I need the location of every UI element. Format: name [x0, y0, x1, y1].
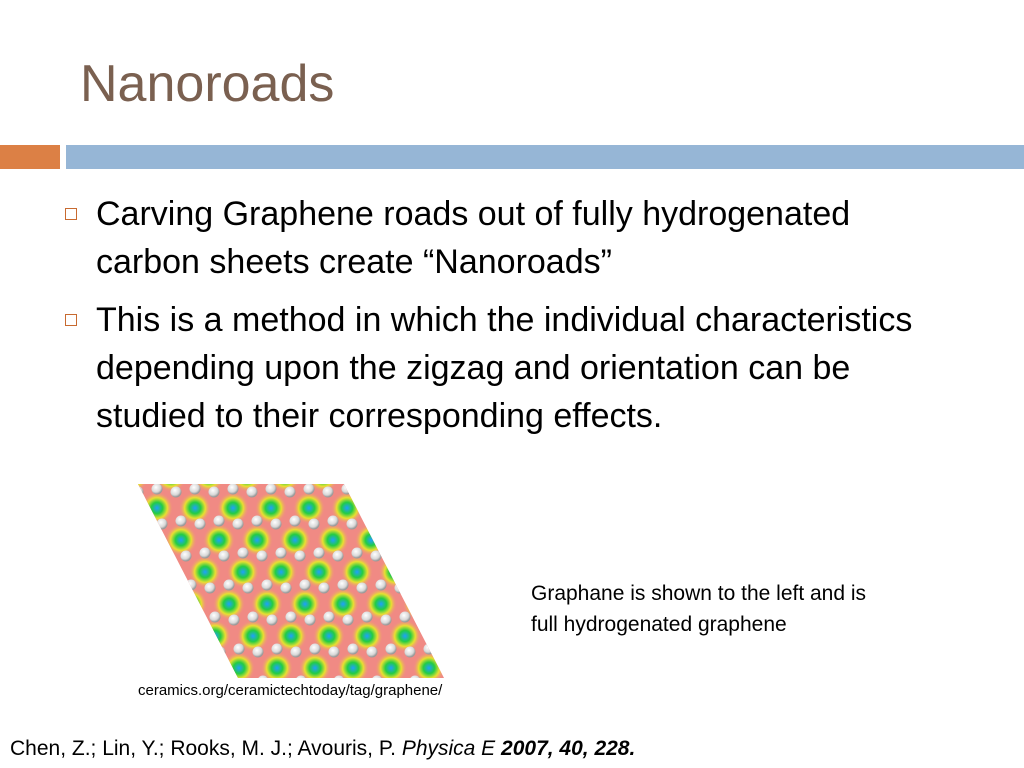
lattice-glow	[417, 556, 444, 588]
square-bullet-icon	[65, 208, 77, 220]
accent-bar-orange	[0, 145, 60, 169]
lattice-atom	[286, 612, 297, 623]
lattice-atom	[385, 519, 396, 530]
lattice-atom	[414, 580, 425, 591]
lattice-atom	[257, 551, 268, 562]
lattice-atom	[405, 647, 416, 658]
lattice-atom	[247, 487, 258, 498]
lattice-atom	[253, 647, 264, 658]
lattice-atom	[266, 484, 277, 495]
accent-bar-blue	[66, 145, 1024, 169]
lattice-atom	[342, 484, 353, 495]
lattice-atom	[238, 548, 249, 559]
lattice-glow	[345, 484, 377, 492]
citation-journal: Physica E	[401, 737, 496, 760]
lattice-atom	[367, 647, 378, 658]
lattice-atom	[310, 644, 321, 655]
lattice-atom	[371, 551, 382, 562]
lattice-atom	[309, 519, 320, 530]
lattice-atom	[138, 612, 145, 623]
lattice-atom	[352, 548, 363, 559]
lattice-atom	[333, 551, 344, 562]
lattice-atom	[243, 583, 254, 594]
lattice-glow	[393, 524, 425, 556]
lattice-atom	[338, 580, 349, 591]
lattice-atom	[290, 516, 301, 527]
citation-authors: Chen, Z.; Lin, Y.; Rooks, M. J.; Avouris, P.	[10, 737, 396, 760]
lattice-atom	[143, 551, 154, 562]
lattice-atom	[262, 580, 273, 591]
lattice-atom	[323, 487, 334, 498]
slide-title: Nanoroads	[80, 55, 335, 113]
lattice-atom	[205, 583, 216, 594]
lattice-atom	[437, 487, 445, 498]
lattice-atom	[400, 612, 411, 623]
lattice-atom	[139, 647, 150, 658]
lattice-atom	[291, 647, 302, 658]
lattice-glow	[421, 484, 444, 492]
lattice-atom	[285, 487, 296, 498]
lattice-atom	[200, 548, 211, 559]
lattice-atom	[380, 484, 391, 495]
lattice-glow	[427, 620, 444, 652]
lattice-glow	[383, 484, 415, 492]
lattice-glow	[431, 524, 444, 556]
lattice-atom	[442, 516, 445, 527]
lattice-glow	[369, 492, 401, 524]
lattice-atom	[220, 676, 231, 679]
lattice-atom	[171, 487, 182, 498]
lattice-atom	[162, 548, 173, 559]
lattice-atom	[210, 612, 221, 623]
lattice-atom	[357, 583, 368, 594]
lattice-atom	[300, 580, 311, 591]
lattice-atom	[276, 548, 287, 559]
lattice-atom	[443, 647, 445, 658]
lattice-glow	[138, 524, 159, 556]
lattice-atom	[214, 516, 225, 527]
lattice-glow	[138, 556, 145, 588]
lattice-glow	[175, 588, 207, 620]
lattice-atom	[419, 615, 430, 626]
citation	[10, 735, 635, 763]
bullet-list	[62, 190, 962, 450]
lattice-atom	[190, 484, 201, 495]
lattice-atom	[181, 551, 192, 562]
lattice-atom	[182, 676, 193, 679]
lattice-atom	[176, 516, 187, 527]
lattice-glow	[185, 652, 217, 678]
lattice-atom	[304, 484, 315, 495]
lattice-glow	[147, 652, 179, 678]
lattice-atom	[233, 519, 244, 530]
lattice-atom	[433, 583, 444, 594]
lattice-atom	[305, 615, 316, 626]
lattice-atom	[404, 516, 415, 527]
lattice-atom	[229, 615, 240, 626]
lattice-atom	[138, 516, 149, 527]
lattice-atom	[158, 644, 169, 655]
lattice-atom	[314, 548, 325, 559]
lattice-glow	[138, 652, 141, 678]
lattice-glow	[141, 492, 173, 524]
lattice-atom	[138, 583, 140, 594]
lattice-atom	[271, 519, 282, 530]
lattice-atom	[329, 647, 340, 658]
lattice-atom	[328, 516, 339, 527]
lattice-atom	[362, 612, 373, 623]
lattice-atom	[177, 647, 188, 658]
bullet-item	[62, 296, 962, 440]
lattice-glow	[407, 492, 439, 524]
lattice-atom	[386, 644, 397, 655]
lattice-atom	[381, 615, 392, 626]
lattice-atom	[428, 548, 439, 559]
lattice-atom	[324, 612, 335, 623]
lattice-atom	[228, 484, 239, 495]
lattice-atom	[409, 551, 420, 562]
lattice-atom	[395, 583, 406, 594]
lattice-atom	[172, 612, 183, 623]
lattice-atom	[215, 647, 226, 658]
lattice-glow	[138, 588, 169, 620]
lattice-atom	[424, 644, 435, 655]
lattice-glow	[165, 524, 197, 556]
lattice-atom	[252, 516, 263, 527]
bullet-text: Carving Graphene roads out of fully hydrogenated carbon sheets create “Nanoroads”	[96, 195, 851, 281]
lattice-atom	[186, 580, 197, 591]
image-credit: ceramics.org/ceramictechtoday/tag/graphene/	[138, 682, 443, 699]
lattice-atom	[153, 615, 164, 626]
lattice-glow	[138, 620, 155, 652]
lattice-atom	[148, 580, 159, 591]
lattice-atom	[281, 583, 292, 594]
lattice-glow	[199, 620, 231, 652]
lattice-atom	[248, 612, 259, 623]
lattice-atom	[219, 551, 230, 562]
lattice-atom	[418, 484, 429, 495]
lattice-atom	[361, 487, 372, 498]
lattice-atom	[343, 615, 354, 626]
lattice-atom	[366, 516, 377, 527]
lattice-atom	[390, 548, 401, 559]
lattice-atom	[196, 644, 207, 655]
lattice-atom	[191, 615, 202, 626]
graphane-lattice-image	[138, 484, 444, 678]
lattice-atom	[152, 484, 163, 495]
citation-volume: 2007, 40, 228.	[501, 737, 636, 760]
lattice-atom	[348, 644, 359, 655]
lattice-atom	[272, 644, 283, 655]
lattice-atom	[157, 519, 168, 530]
lattice-atom	[144, 676, 155, 679]
lattice-atom	[167, 583, 178, 594]
lattice-atom	[195, 519, 206, 530]
bullet-text: This is a method in which the individual characteristics depending upon the zigzag and orientation can be studied to their corresponding effects.	[96, 301, 913, 435]
lattice-atom	[295, 551, 306, 562]
lattice-atom	[234, 644, 245, 655]
lattice-atom	[376, 580, 387, 591]
lattice-atom	[399, 487, 410, 498]
image-caption: Graphane is shown to the left and is full hydrogenated graphene	[531, 582, 867, 636]
lattice-glow	[441, 588, 444, 620]
square-bullet-icon	[65, 314, 77, 326]
lattice-atom	[423, 519, 434, 530]
lattice-atom	[319, 583, 330, 594]
lattice-atom	[347, 519, 358, 530]
lattice-atom	[438, 612, 445, 623]
lattice-atom	[209, 487, 220, 498]
lattice-atom	[267, 615, 278, 626]
lattice-atom	[224, 580, 235, 591]
lattice-glow	[161, 620, 193, 652]
lattice-glow	[151, 556, 183, 588]
bullet-item	[62, 190, 962, 286]
